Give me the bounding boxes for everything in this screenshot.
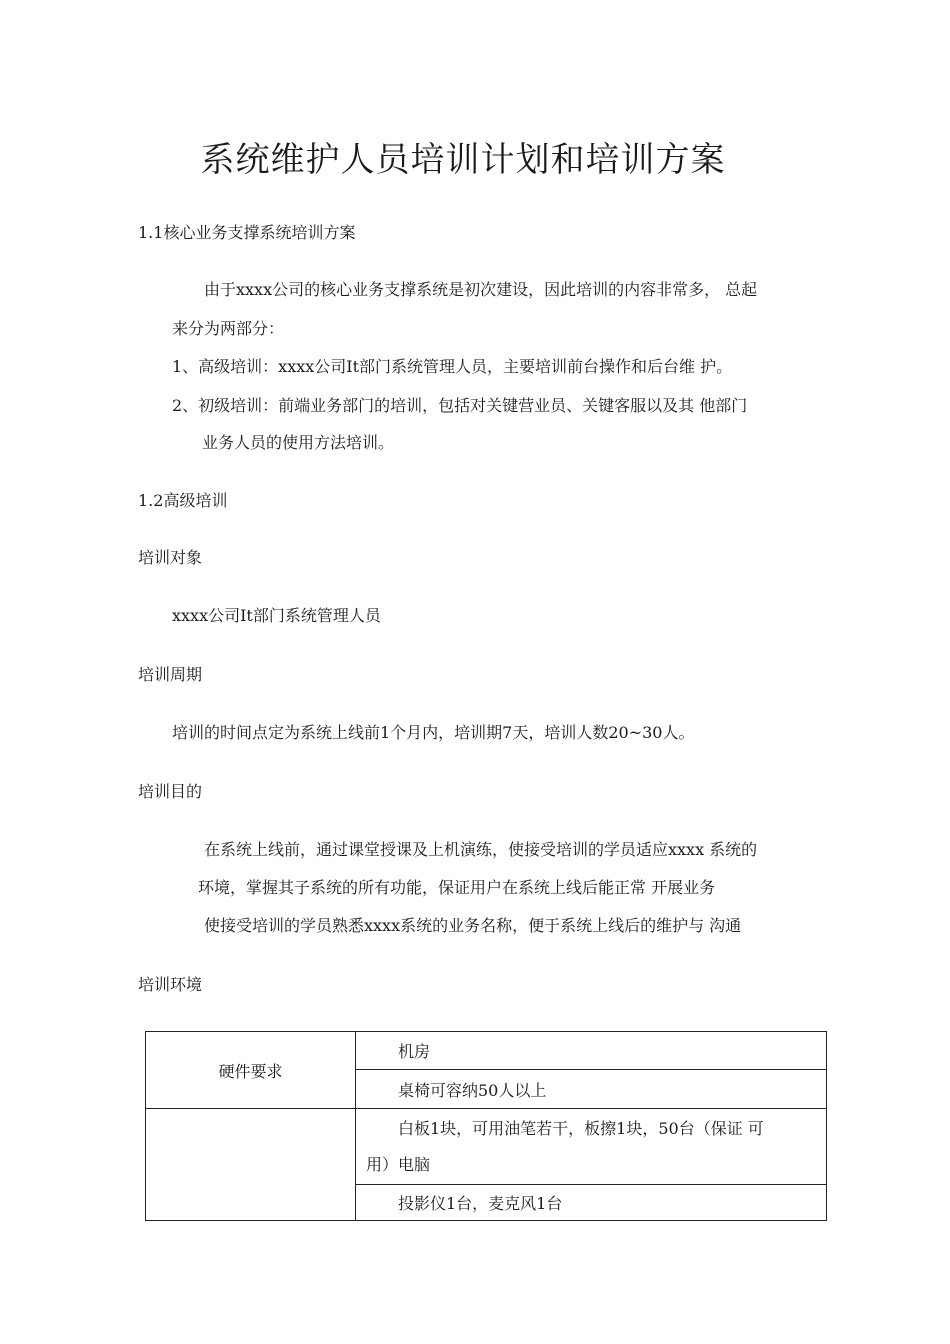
list-item-advanced: 1、高级培训：xxxx公司It部门系统管理人员，主要培训前台操作和后台维 护。 xyxy=(172,357,733,376)
table-cell-line-2: 用）电脑 xyxy=(366,1154,431,1174)
table-row xyxy=(146,1109,827,1185)
training-period-heading: 培训周期 xyxy=(138,665,203,684)
training-goal-line-2: 环境，掌握其子系统的所有功能，保证用户在系统上线后能正常 开展业务 xyxy=(198,878,716,897)
section-1-1-heading: 1.1核心业务支撑系统培训方案 xyxy=(138,223,356,242)
table-cell-empty xyxy=(146,1109,356,1221)
training-goal-heading: 培训目的 xyxy=(138,782,203,801)
training-target-text: xxxx公司It部门系统管理人员 xyxy=(172,606,381,625)
page-bottom-mask xyxy=(0,1224,950,1344)
table-cell: 机房 xyxy=(356,1032,827,1070)
table-cell-line-1: 白板1块，可用油笔若干，板擦1块，50台（保证 可 xyxy=(398,1118,764,1138)
training-goal-line-3: 使接受培训的学员熟悉xxxx系统的业务名称，便于系统上线后的维护与 沟通 xyxy=(204,916,742,935)
table-cell xyxy=(356,1109,827,1185)
section-1-2-heading: 1.2高级培训 xyxy=(138,491,228,510)
table-cell: 桌椅可容纳50人以上 xyxy=(356,1070,827,1109)
training-goal-line-1: 在系统上线前，通过课堂授课及上机演练，使接受培训的学员适应xxxx 系统的 xyxy=(204,840,758,859)
training-environment-heading: 培训环境 xyxy=(138,975,203,994)
hardware-requirement-label: 硬件要求 xyxy=(146,1032,356,1109)
list-item-basic-line-1: 2、初级培训：前端业务部门的培训，包括对关键营业员、关键客服以及其 他部门 xyxy=(172,396,748,415)
document-title: 系统维护人员培训计划和培训方案 xyxy=(200,140,726,180)
training-period-text: 培训的时间点定为系统上线前1个月内，培训期7天，培训人数20~30人。 xyxy=(172,723,695,742)
training-environment-table xyxy=(145,1031,827,1221)
intro-paragraph-line-1: 由于xxxx公司的核心业务支撑系统是初次建设，因此培训的内容非常多， 总起 xyxy=(204,280,758,299)
table-row xyxy=(146,1032,827,1070)
intro-paragraph-line-2: 来分为两部分： xyxy=(172,319,285,338)
table-cell: 投影仪1台，麦克风1台 xyxy=(356,1185,827,1221)
list-item-basic-line-2: 业务人员的使用方法培训。 xyxy=(202,433,395,452)
training-target-heading: 培训对象 xyxy=(138,548,203,567)
